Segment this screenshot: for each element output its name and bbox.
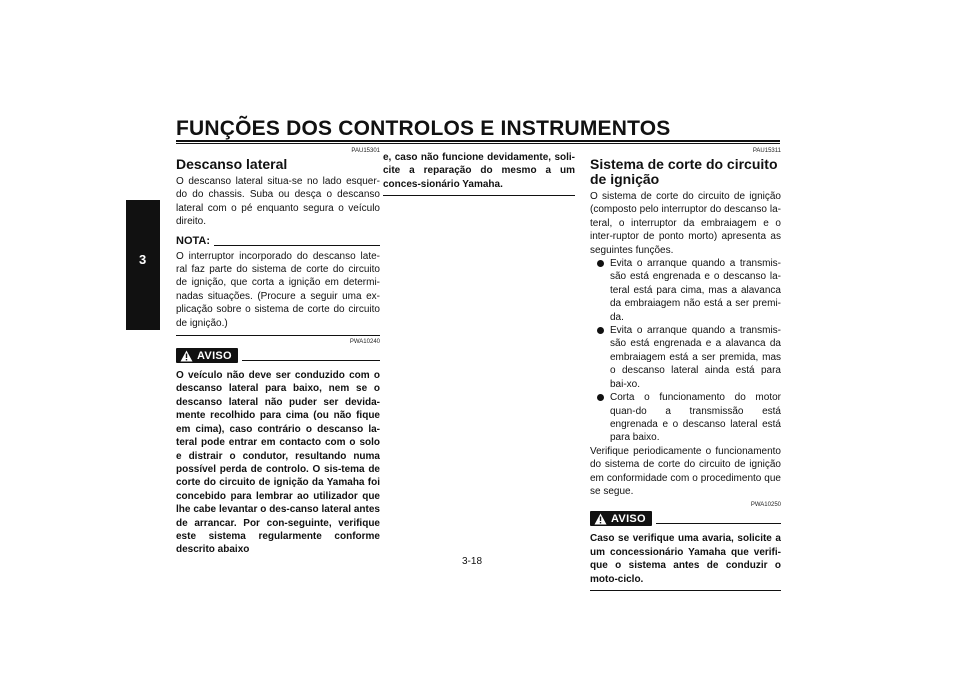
warning-badge [590,511,652,526]
bullet-icon [597,260,604,267]
list-item: Evita o arranque quando a transmis-são está engrenada e a alavanca da embraiagem está a ser premida, mas o descanso lateral ainda está para bai-xo. [590,324,781,391]
warning-header [176,348,380,363]
nota-text: O interruptor incorporado do descanso late-ral faz parte do sistema de corte do circuito de ignição, que corta a ignição em determi-nadas situações. (Procure a seguir uma ex-plicação sobre o sistema de corte do circuito de ignição.) [176,250,380,329]
warning-end-rule [383,195,575,196]
warning-code: PWA10250 [750,502,781,509]
warning-label: AVISO [611,512,646,525]
nota-rule [214,245,380,246]
warning-rule [656,523,781,524]
chapter-tab-number: 3 [139,252,147,267]
warning-triangle-icon [594,513,607,525]
page-title: FUNÇÕES DOS CONTROLOS E INSTRUMENTOS [176,117,671,140]
warning-header [590,511,781,526]
section-heading-ignition-cutoff: Sistema de corte do circuito de ignição [590,156,778,187]
warning-text: O veículo não deve ser conduzido com o descanso lateral para baixo, nem se o descanso lateral não puder ser devida-mente recolhido para cima (ou não fique em cima), caso contrário o descanso la-teral pode entrar em contacto com o solo e distrair o condutor, resultando numa possível perda de controlo. O sis-tema de corte do circuito de ignição da Yamaha foi concebido para lembrar ao utilizador que lhe cabe levantar o des-canso lateral antes de arrancar. Por con-seguinte, verifique este sistema regularmente conforme descrito abaixo [176,370,380,556]
ignition-cutoff-outro: Verifique periodicamente o funcionamento do sistema de corte do circuito de ignição em conformidade com o procedimento que se segue. [590,445,781,497]
function-list [590,257,781,445]
nota-label: NOTA: [176,234,211,247]
warning-triangle-icon [180,350,193,362]
warning-badge [176,348,238,363]
bullet-icon [597,394,604,401]
side-stand-intro: O descanso lateral situa-se no lado esquer-do do chassis. Suba ou desça o descanso lateral com o pé enquanto segura o veículo direito. [176,176,380,228]
list-item: Evita o arranque quando a transmis-são está engrenada e o descanso la-teral está para cima, mas a alavanca da embraiagem não está a ser premi-da. [590,257,781,324]
section-code: PAU15311 [752,148,781,154]
column-2 [383,148,575,196]
page-number: 3-18 [462,556,483,567]
warning-code: PWA10240 [349,339,380,346]
warning-end-rule [590,590,781,591]
section-heading-side-stand: Descanso lateral [176,156,288,172]
warning-label: AVISO [197,349,232,362]
title-rule [176,140,780,144]
column-3 [590,148,781,591]
bullet-icon [597,327,604,334]
ignition-cutoff-intro: O sistema de corte do circuito de ignição (composto pelo interruptor do descanso la-teral, o interruptor da embraiagem e o inter-ruptor de ponto morto) apresenta as seguintes funções. [590,191,781,256]
column-1 [176,148,380,557]
nota-end-rule [176,335,380,336]
warning-rule [242,360,380,361]
warning-text-continued: e, caso não funcione devidamente, soli-cite a reparação do mesmo a um conces-sionário Yamaha. [383,152,575,190]
list-item: Corta o funcionamento do motor quan-do a transmissão está engrenada e o descanso lateral está para baixo. [590,391,781,445]
nota-header [176,235,380,248]
section-code: PAU15301 [351,148,380,154]
chapter-tab [126,200,160,330]
warning-text: Caso se verifique uma avaria, solicite a um concessionário Yamaha que verifi-que o sistema antes de conduzir o moto-ciclo. [590,533,781,585]
